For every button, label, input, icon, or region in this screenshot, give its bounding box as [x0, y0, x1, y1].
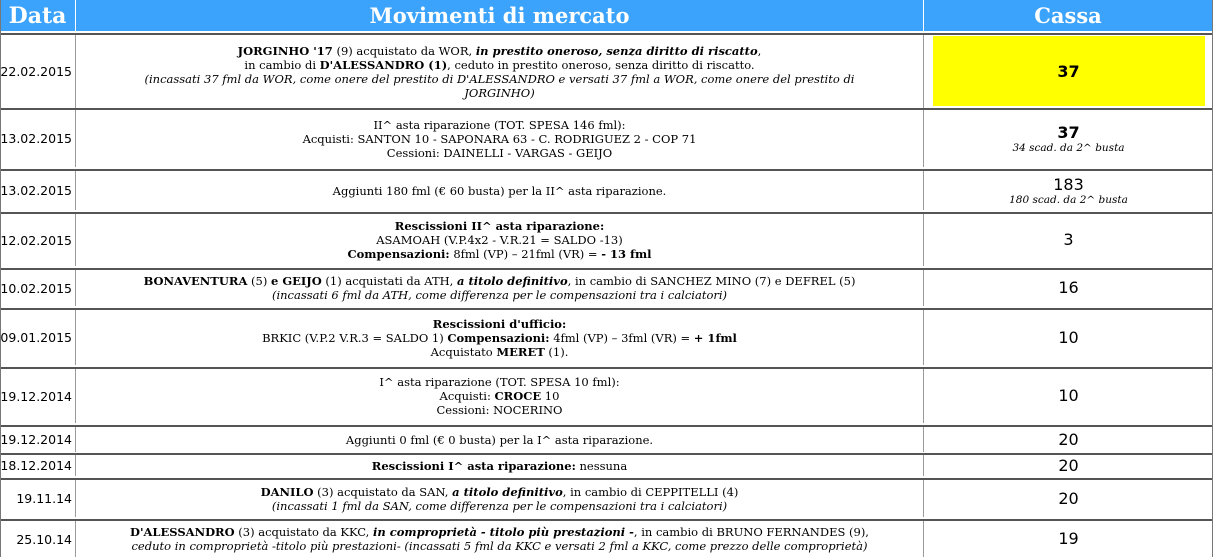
cash-cell — [924, 310, 1213, 365]
table-row — [0, 108, 1213, 167]
movement-text: Aggiunti 0 fml (€ 0 busta) per la I^ asta riparazione. — [345, 432, 654, 447]
movement-line — [347, 247, 651, 261]
movement-line — [346, 433, 653, 447]
movement-text: I^ asta riparazione (TOT. SPESA 10 fml): — [379, 375, 620, 389]
date-cell: 12.02.2015 — [0, 214, 76, 266]
movement-line — [333, 184, 667, 198]
movement-text: (1). — [544, 344, 569, 359]
movement-line — [376, 233, 622, 247]
cash-note: 180 scad. da 2^ busta — [1009, 193, 1128, 206]
movement-text: Compensazioni: — [447, 330, 550, 345]
movement-cell — [76, 35, 924, 108]
movement-cell — [76, 110, 924, 167]
movement-text: (incassati 1 fml da SAN, come differenza per le compensazioni tra i calciatori) — [271, 498, 728, 513]
cash-value: 183 — [1053, 174, 1084, 194]
cash-value: 16 — [1058, 278, 1079, 297]
cash-cell — [924, 171, 1213, 210]
movement-cell — [76, 455, 924, 476]
movement-line — [303, 132, 697, 146]
table-row — [0, 478, 1213, 517]
header-movements: Movimenti di mercato — [76, 0, 924, 31]
movement-line — [145, 72, 855, 86]
movement-text: in cambio di — [244, 57, 320, 72]
cash-cell — [924, 455, 1213, 476]
movement-line — [244, 58, 754, 72]
movement-cell — [76, 171, 924, 210]
movement-text: ASAMOAH (V.P.4x2 - V.R.21 = SALDO -13) — [376, 233, 623, 247]
date-cell: 25.10.14 — [0, 521, 76, 557]
movement-text: (incassati 37 fml da WOR, come onere del prestito di D'ALESSANDRO e versati 37 fml a WOR, come onere del prestito di — [144, 71, 855, 86]
table-row — [0, 425, 1213, 452]
movement-text: BONAVENTURA — [143, 274, 248, 288]
movement-line — [431, 345, 569, 359]
cash-cell — [924, 369, 1213, 423]
table-row — [0, 308, 1213, 365]
movement-line — [433, 317, 566, 331]
cash-cell — [924, 521, 1213, 557]
movement-text: JORGINHO '17 — [237, 43, 333, 58]
movement-line — [131, 539, 867, 553]
movement-text: , in cambio di SANCHEZ MINO (7) e DEFREL (5) — [567, 274, 856, 288]
movement-text: BRKIC (V.P.2 V.R.3 = SALDO 1) — [262, 330, 448, 345]
movement-text: JORGINHO) — [464, 85, 535, 100]
cash-value: 10 — [1058, 327, 1079, 347]
movement-line — [436, 403, 562, 417]
table-row — [0, 519, 1213, 557]
movement-cell — [76, 480, 924, 517]
movement-cell — [76, 521, 924, 557]
movement-line — [464, 86, 534, 100]
movement-line — [262, 331, 737, 345]
movement-cell — [76, 310, 924, 365]
movement-text: Cessioni: DAINELLI - VARGAS - GEIJO — [386, 145, 613, 160]
cash-value: 37 — [1057, 61, 1080, 81]
movement-text: in prestito oneroso, senza diritto di riscatto — [475, 43, 758, 58]
movement-text: , — [757, 43, 762, 58]
date-cell: 19.11.14 — [0, 480, 76, 517]
date-cell: 18.12.2014 — [0, 455, 76, 476]
date-cell: 10.02.2015 — [0, 270, 76, 306]
cash-cell — [924, 270, 1213, 306]
movement-text: (1) acquistati da ATH, — [321, 274, 457, 288]
movement-text: nessuna — [575, 458, 628, 473]
movement-text: , ceduto in prestito oneroso, senza diritto di riscatto. — [447, 57, 755, 72]
cash-cell — [924, 427, 1213, 452]
cash-cell — [924, 480, 1213, 517]
movement-text: 4fml (VP) – 3fml (VR) = — [549, 330, 694, 345]
table-row — [0, 453, 1213, 476]
movement-line — [373, 118, 625, 132]
movement-line — [387, 146, 612, 160]
movement-text: Aggiunti 180 fml (€ 60 busta) per la II^ asta riparazione. — [332, 183, 667, 198]
table-row — [0, 212, 1213, 266]
movement-line — [379, 375, 619, 389]
cash-value: 19 — [1058, 529, 1079, 548]
table-row — [0, 169, 1213, 210]
movement-cell — [76, 369, 924, 423]
movement-text: DANILO — [260, 484, 314, 499]
movement-line — [261, 485, 739, 499]
date-cell: 22.02.2015 — [0, 35, 76, 108]
date-cell: 19.12.2014 — [0, 427, 76, 452]
movement-text: - 13 fml — [601, 247, 652, 261]
cash-note: 34 scad. da 2^ busta — [1012, 141, 1125, 154]
movement-text: ceduto in comproprietà -titolo più prestazioni- (incassati 5 fml da KKC e versati 2 fml a KKC, come prezzo delle comproprietà) — [131, 539, 868, 553]
movement-line — [238, 44, 762, 58]
movement-text: Acquisti: — [439, 389, 495, 403]
date-cell: 13.02.2015 — [0, 110, 76, 167]
movement-text: a titolo definitivo — [457, 274, 568, 288]
movement-cell — [76, 427, 924, 452]
movement-text: , in cambio di BRUNO FERNANDES (9), — [633, 525, 869, 539]
cash-value: 20 — [1058, 488, 1079, 508]
table-row — [0, 33, 1213, 108]
movement-text: in comproprietà - titolo più prestazioni - — [373, 525, 634, 539]
movement-text: (9) acquistato da WOR, — [332, 43, 476, 58]
cash-cell — [924, 110, 1213, 167]
movement-cell — [76, 270, 924, 306]
movement-text: D'ALESSANDRO (1) — [319, 57, 448, 72]
movement-text: Acquistato — [430, 344, 497, 359]
movement-text: (3) acquistato da KKC, — [234, 525, 373, 539]
movement-text: a titolo definitivo — [452, 484, 563, 499]
movement-text: Rescissioni II^ asta riparazione: — [394, 219, 605, 233]
movement-text: Compensazioni: — [347, 247, 450, 261]
movement-text: II^ asta riparazione (TOT. SPESA 146 fml): — [373, 117, 626, 132]
header-cash: Cassa — [924, 0, 1213, 31]
movement-text: Rescissioni d'ufficio: — [432, 316, 567, 331]
date-cell: 13.02.2015 — [0, 171, 76, 210]
movement-cell — [76, 214, 924, 266]
movement-text: Acquisti: SANTON 10 - SAPONARA 63 - C. RODRIGUEZ 2 - COP 71 — [302, 131, 697, 146]
cash-cell — [924, 35, 1213, 108]
cash-value: 20 — [1058, 429, 1079, 449]
movement-line — [144, 274, 856, 288]
movement-text: Rescissioni I^ asta riparazione: — [371, 458, 576, 473]
movement-text: CROCE — [494, 389, 542, 403]
table-row — [0, 367, 1213, 423]
movement-line — [440, 389, 560, 403]
movement-text: (incassati 6 fml da ATH, come differenza per le compensazioni tra i calciatori) — [271, 288, 728, 302]
cash-value: 10 — [1058, 386, 1079, 405]
movement-line — [272, 288, 727, 302]
movement-text: MERET — [496, 344, 545, 359]
cash-value: 20 — [1058, 455, 1079, 475]
header-date: Data — [0, 0, 76, 31]
date-cell: 09.01.2015 — [0, 310, 76, 365]
cash-value: 37 — [1057, 122, 1080, 142]
movement-text: e GEIJO — [271, 274, 322, 288]
movement-text: 8fml (VP) – 21fml (VR) = — [449, 247, 602, 261]
movement-line — [272, 499, 727, 513]
movement-text: (5) — [247, 274, 271, 288]
cash-cell — [924, 214, 1213, 266]
movement-text: Cessioni: NOCERINO — [436, 403, 563, 417]
movement-line — [372, 459, 627, 473]
cash-value: 3 — [1063, 230, 1074, 249]
movement-text: 10 — [541, 389, 560, 403]
movement-line — [395, 219, 604, 233]
movement-text: + 1fml — [693, 330, 737, 345]
movement-text: (3) acquistato da SAN, — [313, 484, 453, 499]
movement-text: , in cambio di CEPPITELLI (4) — [562, 484, 739, 499]
date-cell: 19.12.2014 — [0, 369, 76, 423]
movement-line — [130, 525, 869, 539]
table-row — [0, 268, 1213, 306]
movement-text: D'ALESSANDRO — [130, 525, 235, 539]
